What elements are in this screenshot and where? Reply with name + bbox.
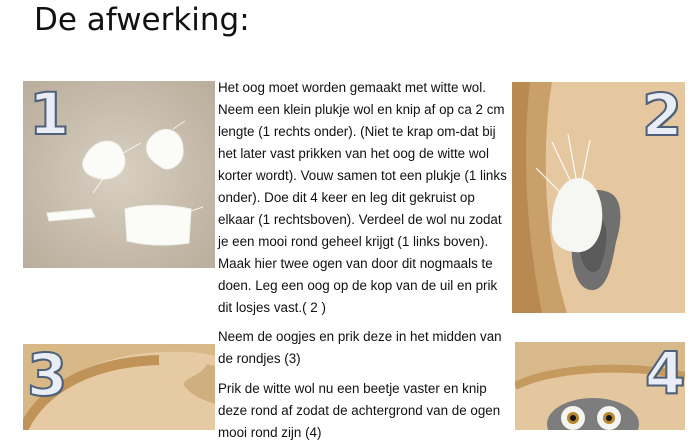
photo-step-3 [23, 344, 215, 430]
paragraph-trim-wool: Prik de witte wol nu een beetje vaster en knip deze rond af zodat de achtergrond van de ogen mooi rond zijn (4) [218, 381, 501, 440]
step-number-2: 2 [642, 82, 683, 149]
step-number-1: 1 [29, 81, 70, 148]
step-number-3: 3 [27, 344, 68, 409]
page-title: De afwerking: [34, 2, 250, 38]
photo-step-1 [23, 81, 215, 268]
paragraph-eye-center: Neem de oogjes en prik deze in het midden van de rondjes (3) [218, 329, 502, 366]
step-number-4: 4 [645, 342, 685, 407]
photo-step-4 [515, 342, 685, 430]
photo-step-2 [512, 82, 685, 313]
paragraph-eye-instructions: Het oog moet worden gemaakt met witte wol. Neem een klein plukje wol en knip af op ca 2 cm lengte (1 rechts onder). (Niet te krap om-dat bij het later vast prikken van het oog de witte wol korter wordt). Vouw samen tot een plukje (1 links onder). Doe dit 4 keer en leg dit gekruist op elkaar (1 rechtsboven). Verdeel de wol nu zodat je een mooi rond geheel krijgt (1 links boven). Maak hier twee ogen van door dit nogmaals te doen. Leg een oog op de kop van de uil en prik dit losjes vast.( 2 ) [218, 80, 507, 315]
